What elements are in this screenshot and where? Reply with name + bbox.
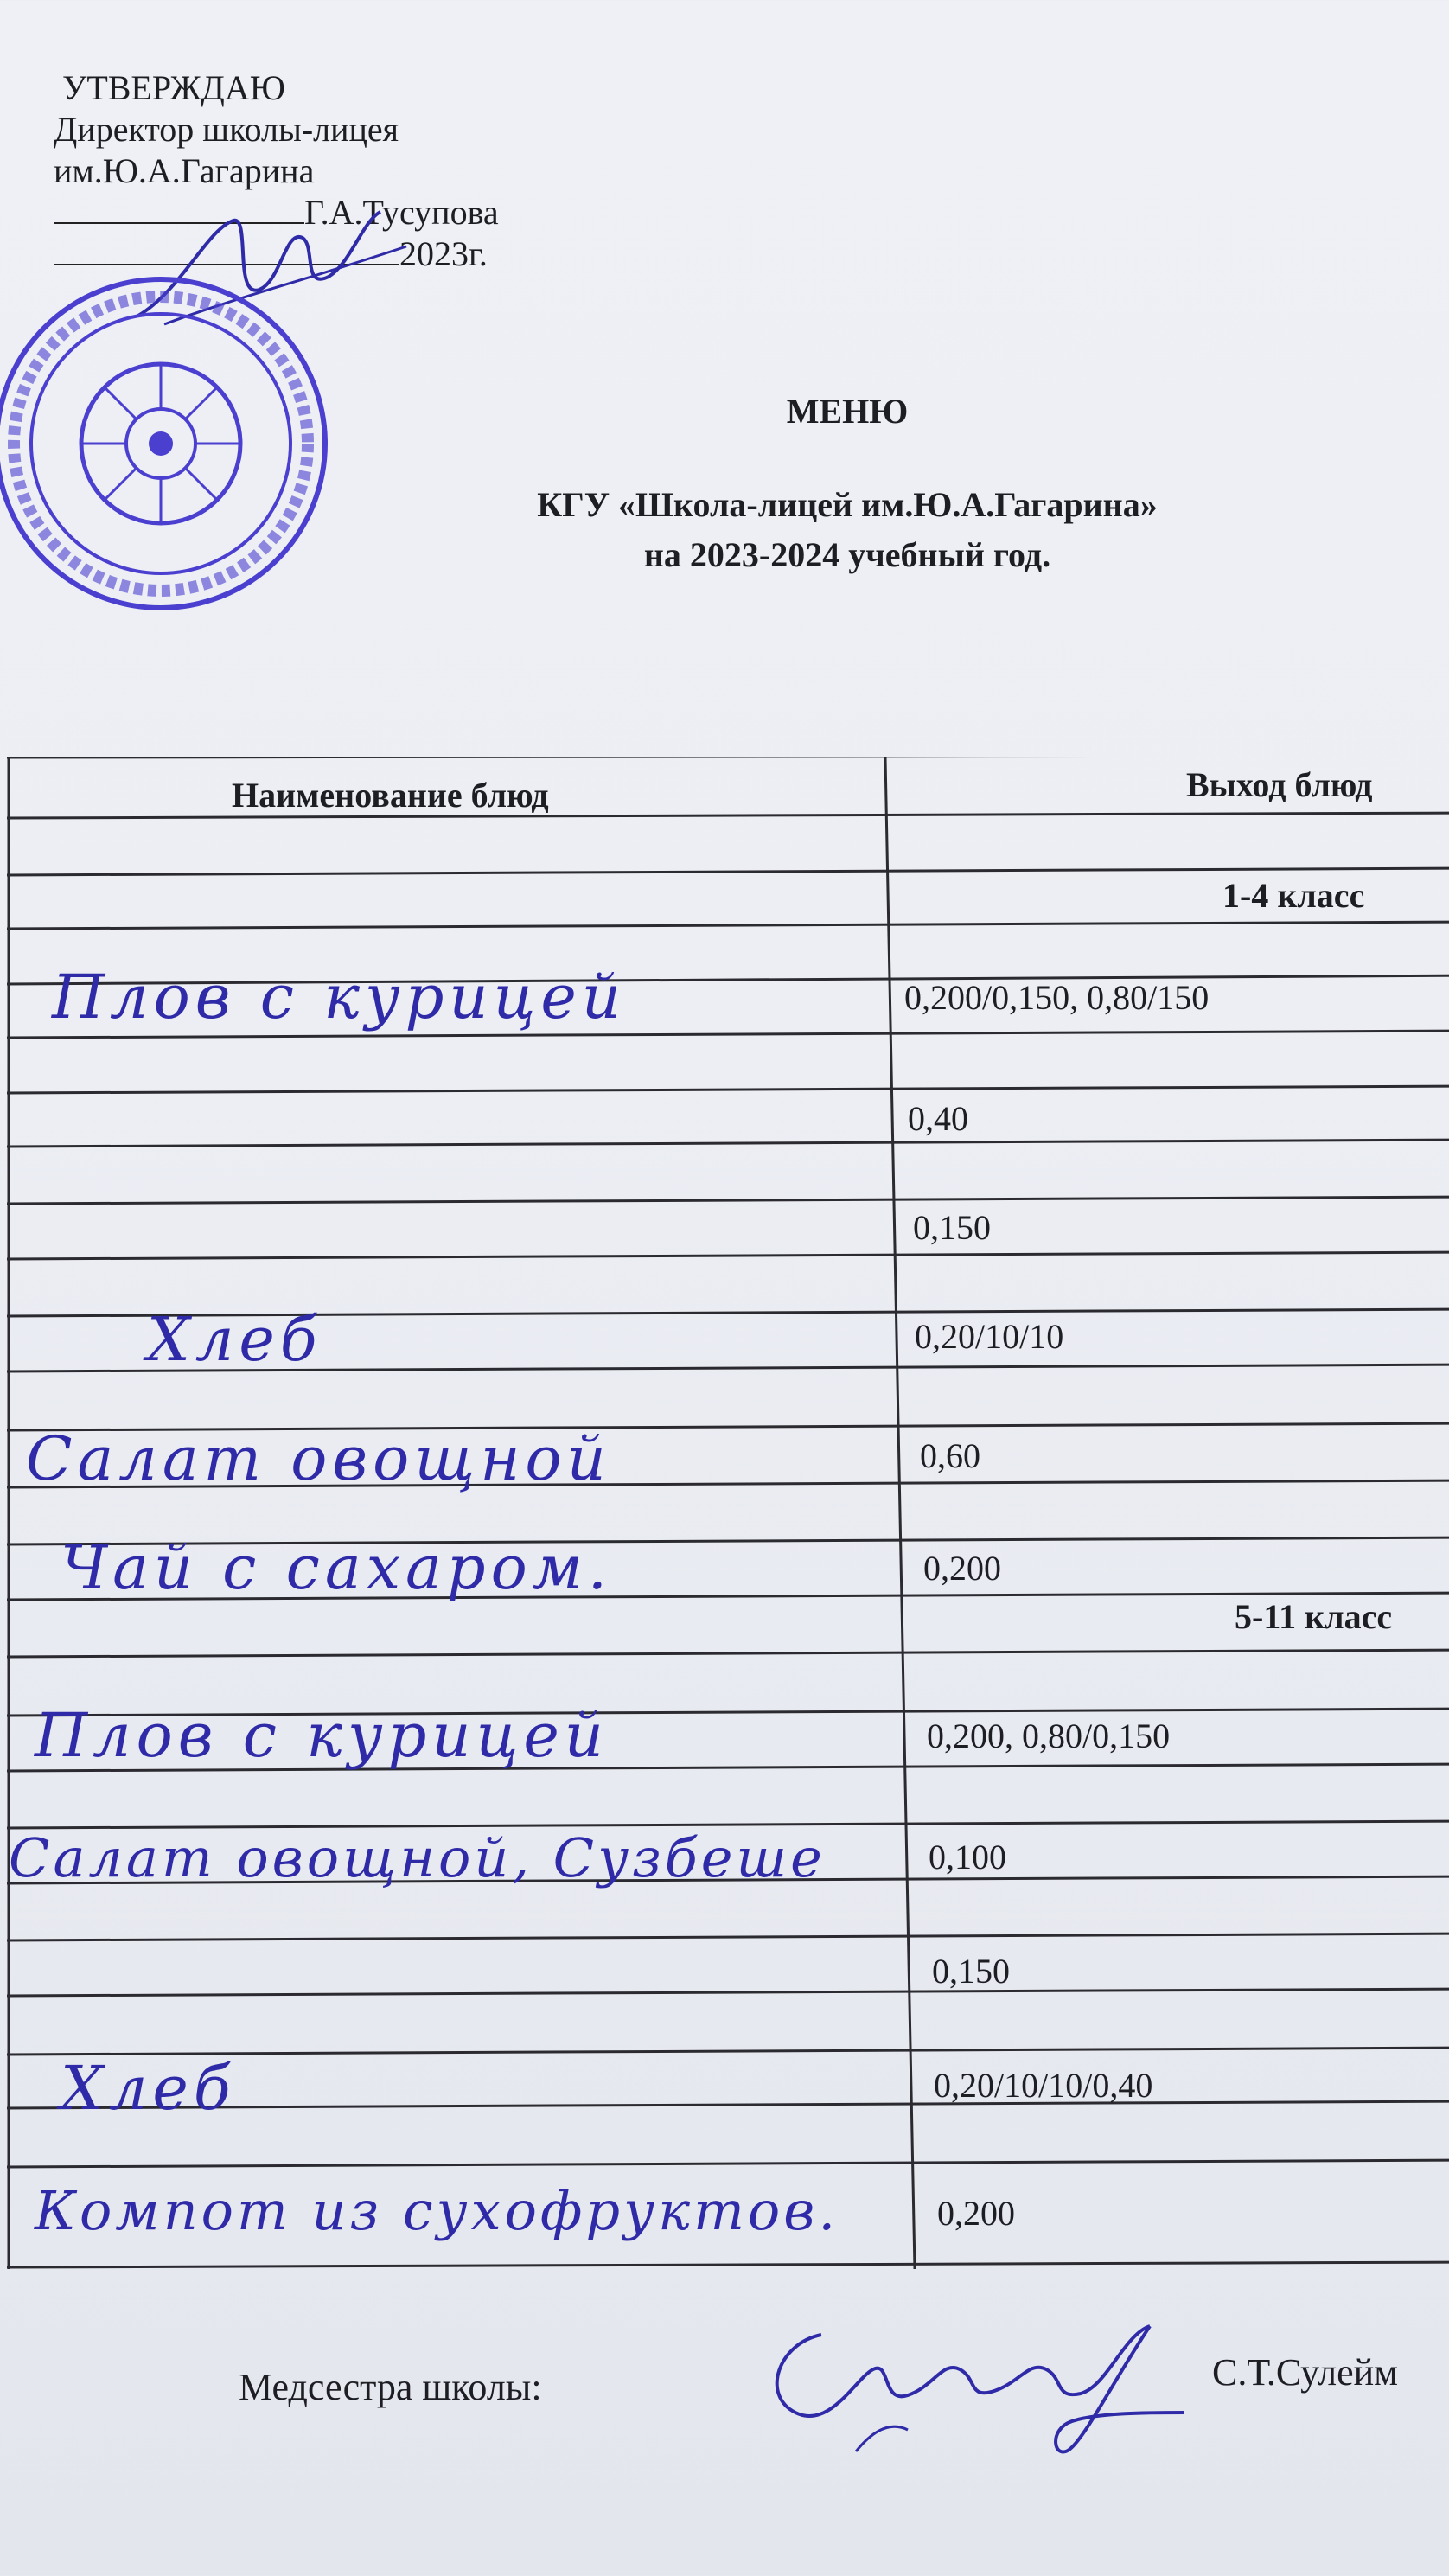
dish-handwritten: Чай с сахаром.: [61, 1532, 613, 1603]
yield-value: 0,200, 0,80/0,150: [927, 1716, 1171, 1755]
dish-handwritten: Плов с курицей: [35, 1700, 609, 1771]
section-label-5-11: 5-11 класс: [1235, 1597, 1393, 1636]
dish-handwritten: Компот из сухофруктов.: [35, 2179, 839, 2242]
yield-value: 0,150: [913, 1208, 991, 1247]
yield-value: 0,100: [929, 1838, 1006, 1876]
yield-value: 0,60: [920, 1436, 980, 1475]
dish-handwritten: Салат овощной: [26, 1423, 611, 1494]
nurse-role: Медсестра школы:: [239, 2366, 542, 2408]
director-name: Г.А.Тусупова: [304, 193, 499, 232]
yield-value: 0,200/0,150, 0,80/150: [904, 978, 1210, 1017]
yield-value: 0,20/10/10: [915, 1317, 1064, 1356]
yield-value: 0,200: [937, 2194, 1015, 2233]
approval-line-1: Директор школы-лицея: [54, 110, 399, 149]
dish-handwritten: Хлеб: [147, 1304, 322, 1375]
yield-value: 0,20/10/10/0,40: [934, 2066, 1153, 2105]
menu-title: МЕНЮ: [786, 392, 909, 431]
dish-handwritten: Салат овощной, Сузбеше: [9, 1826, 826, 1889]
dish-handwritten: Плов с курицей: [52, 962, 626, 1032]
org-title: КГУ «Школа-лицей им.Ю.А.Гагарина»: [537, 485, 1158, 524]
header-dish-name: Наименование блюд: [232, 776, 549, 815]
nurse-signature: [744, 2300, 1193, 2473]
yield-value: 0,200: [923, 1549, 1001, 1588]
approval-year: 2023г.: [399, 234, 488, 273]
dish-handwritten: Хлеб: [61, 2053, 236, 2124]
yield-value: 0,40: [908, 1099, 968, 1138]
period-title: на 2023-2024 учебный год.: [643, 535, 1051, 574]
approval-line-2: им.Ю.А.Гагарина: [54, 151, 315, 190]
yield-value: 0,150: [932, 1952, 1010, 1991]
nurse-name: С.Т.Сулейм: [1212, 2351, 1399, 2394]
header-dish-yield: Выход блюд: [1186, 765, 1373, 804]
section-label-1-4: 1-4 класс: [1222, 876, 1365, 915]
approval-heading: УТВЕРЖДАЮ: [62, 68, 285, 107]
